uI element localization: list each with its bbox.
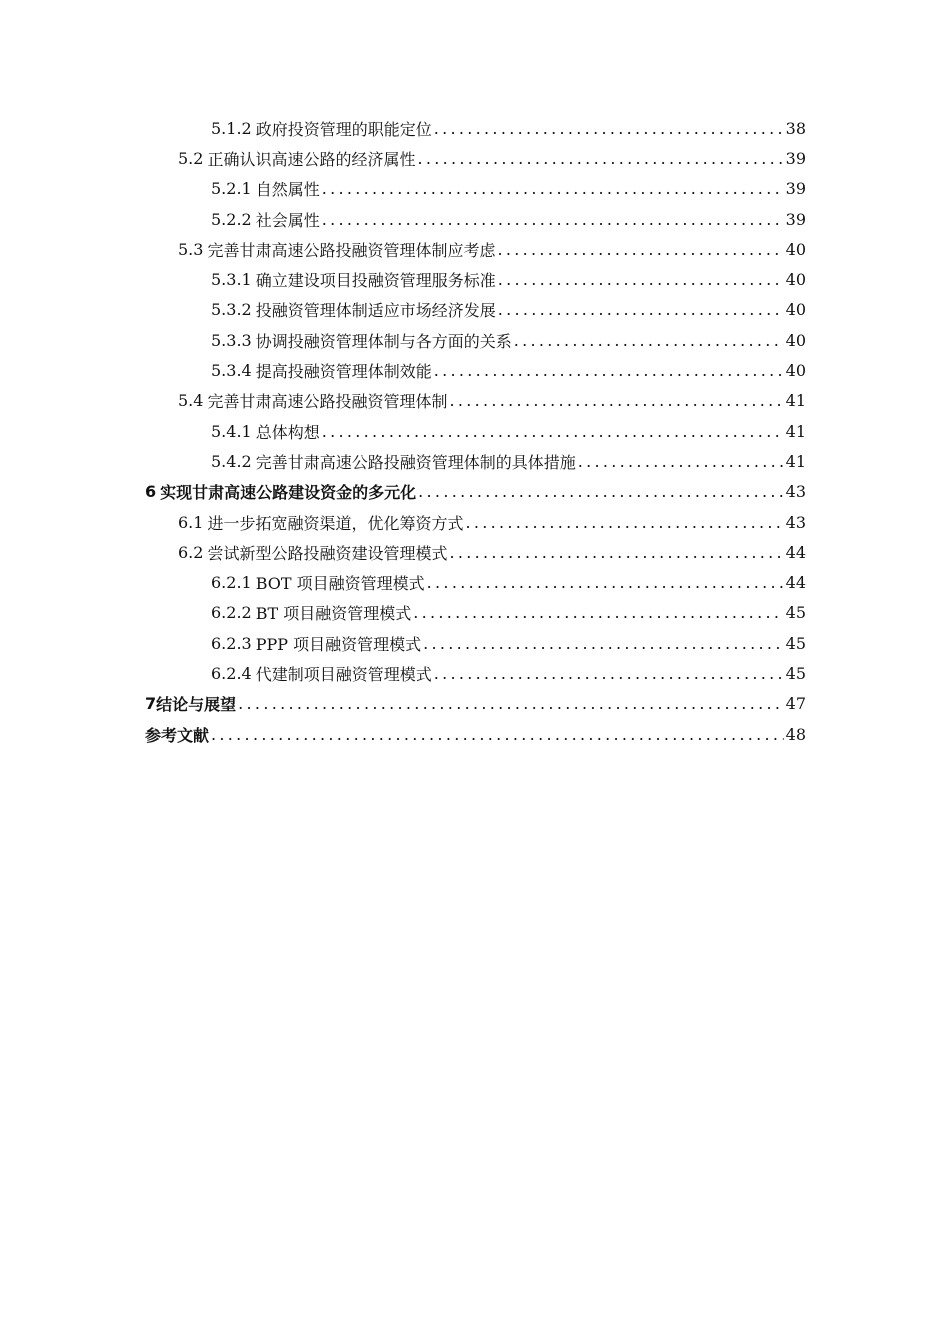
dot-leader bbox=[498, 270, 784, 289]
toc-entry-title: 总体构想 bbox=[255, 422, 320, 442]
toc-entry-title: 完善甘肃高速公路投融资管理体制 bbox=[207, 392, 448, 412]
toc-entry-title: 代建制项目融资管理模式 bbox=[255, 664, 432, 684]
toc-entry-page: 43 bbox=[785, 482, 806, 502]
dot-leader bbox=[211, 725, 784, 744]
toc-entry-page: 38 bbox=[785, 118, 806, 138]
toc-entry-number: 5.4 bbox=[178, 391, 204, 411]
toc-entry-page: 41 bbox=[785, 421, 806, 441]
toc-entry-number: 5.2.2 bbox=[211, 209, 252, 229]
toc-entry-number: 5.3.1 bbox=[211, 270, 252, 290]
toc-entry-title: 社会属性 bbox=[255, 210, 320, 230]
toc-entry-6-2-2[interactable] bbox=[0, 598, 950, 628]
toc-entry-page: 44 bbox=[785, 573, 806, 593]
toc-entry-title: 参考文献 bbox=[145, 725, 210, 745]
dot-leader bbox=[434, 664, 784, 683]
toc-entry-title: PPP 项目融资管理模式 bbox=[255, 634, 422, 654]
dot-leader bbox=[498, 300, 784, 319]
toc-entry-title: 政府投资管理的职能定位 bbox=[255, 119, 432, 139]
toc-entry-page: 45 bbox=[785, 603, 806, 623]
toc-entry-number: 5.2.1 bbox=[211, 179, 252, 199]
toc-entry-5-3-3[interactable] bbox=[0, 325, 950, 355]
toc-entry-6-2-4[interactable] bbox=[0, 658, 950, 688]
toc-entry-page: 45 bbox=[785, 633, 806, 653]
dot-leader bbox=[322, 422, 784, 441]
toc-entry-6-2-3[interactable] bbox=[0, 628, 950, 658]
dot-leader bbox=[417, 149, 783, 168]
dot-leader bbox=[497, 240, 783, 259]
toc-entry-page: 39 bbox=[785, 179, 806, 199]
toc-entry-page: 39 bbox=[785, 148, 806, 168]
toc-entry-page: 47 bbox=[785, 694, 806, 714]
toc-entry-5-3-1[interactable] bbox=[0, 264, 950, 294]
toc-entry-page: 41 bbox=[785, 451, 806, 471]
toc-entry-title: 完善甘肃高速公路投融资管理体制应考虑 bbox=[207, 240, 496, 260]
toc-entry-number: 6.2.4 bbox=[211, 663, 252, 683]
toc-entry-title: 结论与展望 bbox=[156, 695, 237, 715]
dot-leader bbox=[418, 482, 783, 501]
toc-entry-number: 6.2.2 bbox=[211, 603, 252, 623]
toc-entry-number: 5.3.2 bbox=[211, 300, 252, 320]
toc-entry-title: BOT 项目融资管理模式 bbox=[255, 574, 425, 594]
dot-leader bbox=[514, 331, 784, 350]
toc-entry-number: 5.3 bbox=[178, 239, 204, 259]
dot-leader bbox=[423, 634, 784, 653]
toc-entry-title: 正确认识高速公路的经济属性 bbox=[207, 149, 416, 169]
toc-entry-number: 6.2.1 bbox=[211, 573, 252, 593]
toc-entry-5-4[interactable] bbox=[0, 386, 950, 416]
toc-entry-6-1[interactable] bbox=[0, 507, 950, 537]
toc-entry-number: 6.2 bbox=[178, 542, 204, 562]
toc-entry-number: 5.4.1 bbox=[211, 421, 252, 441]
toc-entry-page: 44 bbox=[785, 542, 806, 562]
dot-leader bbox=[427, 573, 784, 592]
toc-entry-number: 5.3.3 bbox=[211, 330, 252, 350]
dot-leader bbox=[449, 391, 783, 410]
toc-entry-page: 48 bbox=[785, 724, 806, 744]
toc-entry-chapter-6[interactable] bbox=[0, 477, 950, 507]
toc-entry-number: 6.1 bbox=[178, 512, 204, 532]
toc-entry-number: 5.3.4 bbox=[211, 361, 252, 381]
toc-entry-5-3[interactable] bbox=[0, 234, 950, 264]
toc-entry-title: 尝试新型公路投融资建设管理模式 bbox=[207, 543, 448, 563]
toc-entry-5-2[interactable] bbox=[0, 143, 950, 173]
toc-entry-title: 实现甘肃高速公路建设资金的多元化 bbox=[160, 483, 417, 503]
dot-leader bbox=[449, 543, 783, 562]
toc-entry-6-2-1[interactable] bbox=[0, 567, 950, 597]
toc-entry-5-4-2[interactable] bbox=[0, 446, 950, 476]
dot-leader bbox=[238, 694, 783, 713]
toc-entry-number: 6.2.3 bbox=[211, 633, 252, 653]
toc-entry-5-2-2[interactable] bbox=[0, 204, 950, 234]
toc-entry-5-2-1[interactable] bbox=[0, 174, 950, 204]
dot-leader bbox=[322, 210, 784, 229]
toc-entry-references[interactable] bbox=[0, 719, 950, 749]
toc-entry-number: 5.4.2 bbox=[211, 451, 252, 471]
toc-entry-title: 提高投融资管理体制效能 bbox=[255, 362, 432, 382]
toc-entry-number: 7 bbox=[145, 694, 157, 714]
toc-entry-title: 自然属性 bbox=[255, 180, 320, 200]
toc-entry-page: 40 bbox=[785, 330, 806, 350]
toc-entry-6-2[interactable] bbox=[0, 537, 950, 567]
toc-entry-page: 41 bbox=[785, 391, 806, 411]
toc-entry-page: 40 bbox=[785, 239, 806, 259]
toc-entry-title: 确立建设项目投融资管理服务标准 bbox=[255, 271, 496, 291]
toc-entry-number: 6 bbox=[145, 482, 157, 502]
toc-entry-page: 45 bbox=[785, 663, 806, 683]
table-of-contents bbox=[0, 113, 950, 749]
toc-entry-title: 协调投融资管理体制与各方面的关系 bbox=[255, 331, 512, 351]
dot-leader bbox=[322, 179, 784, 198]
toc-entry-page: 43 bbox=[785, 512, 806, 532]
toc-entry-5-4-1[interactable] bbox=[0, 416, 950, 446]
toc-entry-title: BT 项目融资管理模式 bbox=[255, 604, 412, 624]
dot-leader bbox=[578, 452, 784, 471]
toc-entry-page: 40 bbox=[785, 270, 806, 290]
toc-entry-number: 5.2 bbox=[178, 148, 204, 168]
toc-entry-chapter-7[interactable] bbox=[0, 689, 950, 719]
toc-entry-page: 40 bbox=[785, 361, 806, 381]
toc-entry-number: 5.1.2 bbox=[211, 118, 252, 138]
toc-entry-5-3-4[interactable] bbox=[0, 355, 950, 385]
toc-entry-title: 投融资管理体制适应市场经济发展 bbox=[255, 301, 496, 321]
toc-entry-5-1-2[interactable] bbox=[0, 113, 950, 143]
toc-entry-5-3-2[interactable] bbox=[0, 295, 950, 325]
dot-leader bbox=[465, 513, 783, 532]
toc-entry-title: 进一步拓宽融资渠道，优化筹资方式 bbox=[207, 513, 464, 533]
dot-leader bbox=[434, 119, 784, 138]
toc-entry-title: 完善甘肃高速公路投融资管理体制的具体措施 bbox=[255, 452, 576, 472]
toc-entry-page: 40 bbox=[785, 300, 806, 320]
toc-entry-page: 39 bbox=[785, 209, 806, 229]
dot-leader bbox=[413, 603, 783, 622]
dot-leader bbox=[434, 361, 784, 380]
